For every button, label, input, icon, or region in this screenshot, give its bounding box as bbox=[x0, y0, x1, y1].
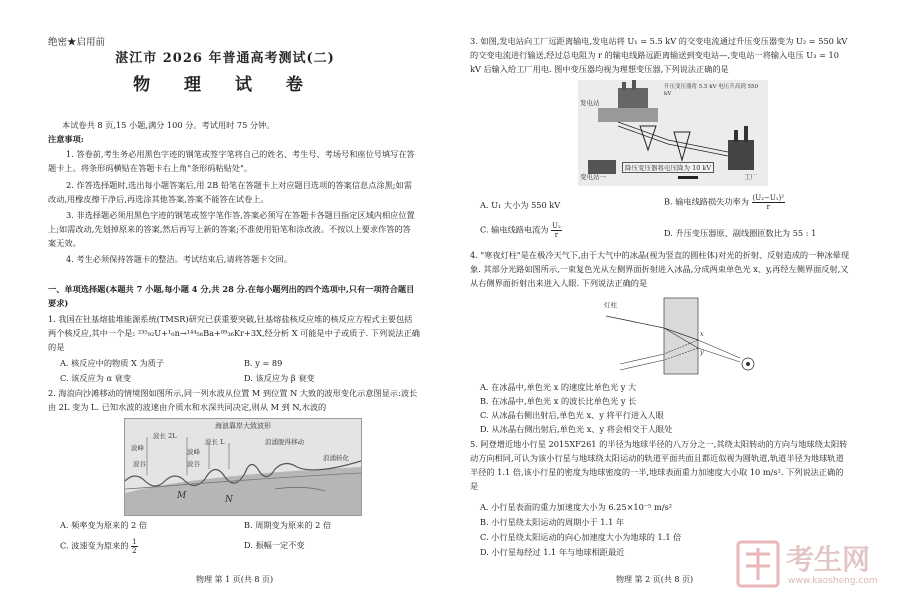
wave-label-trough-2: 波谷 bbox=[187, 460, 200, 468]
q5-stem: 5. 阿登增近地小行星 2015XF261 的半径为地球半径的八万分之一,其绕太阳转动的方向与地球绕太阳转动方向相同,可认为该小行星与地球绕太阳运动的轨道平面共面且都近似视为圆轨道,轨道半径为地球轨道半径的 1.1 倍,该小行星的密度为地球密度的一半,地球表面重力加速度大小取 10 m/s². 下列说法正确的是 bbox=[470, 439, 848, 491]
q4-option-a: A. 在冰晶中,单色光 x 的速度比单色光 y 大 bbox=[480, 382, 637, 392]
q5-option-b: B. 小行星绕太阳运动的周期小于 1.1 年 bbox=[480, 517, 625, 527]
exam-intro: 本试卷共 8 页,15 小题,满分 100 分。考试用时 75 分钟。 bbox=[62, 120, 275, 130]
label-step-up: 升压变压器将 5.5 kV 电压升高到 550 kV bbox=[664, 84, 759, 97]
page-1-footer: 物理 第 1 页(共 8 页) bbox=[196, 575, 274, 584]
note-1: 1. 答卷前,考生务必用黑色字迹的钢笔或签字笔将自己的姓名、考生号、考场号和座位号填写在答题卡上。将条形码横贴在答题卡右上角"条形码粘贴处"。 bbox=[48, 149, 415, 173]
note-3: 3. 非选择题必须用黑色字迹的钢笔或签字笔作答,答案必须写在答题卡各题目指定区域内相应位置上;如需改动,先划掉原来的答案,然后再写上新的答案;不准使用铅笔和涂改液。不按以上要求作答的答案无效。 bbox=[48, 210, 415, 248]
wave-label-n: N bbox=[225, 495, 233, 505]
label-factory: 工厂 bbox=[744, 173, 757, 181]
label-ray-y: y bbox=[700, 348, 704, 356]
section-heading: 一、单项选择题(本题共 7 小题,每小题 4 分,共 28 分.在每小题列出的四个选项中,只有一项符合题目要求) bbox=[48, 284, 415, 308]
page-2 bbox=[450, 0, 900, 598]
q1-option-a: A. 核反应中的物质 X 为质子 bbox=[60, 358, 165, 368]
wave-label-crest-1: 波峰 bbox=[131, 444, 144, 452]
page-2-footer: 物理 第 2 页(共 8 页) bbox=[616, 575, 694, 584]
q1-option-d: D. 该反应为 β 衰变 bbox=[244, 373, 315, 383]
q3-option-b-fraction: $\frac{\text{(U₂−U₁)²}}{r}$ bbox=[752, 194, 785, 211]
q3-stem: 3. 如图,发电站向工厂远距离输电,发电站将 U₁ = 5.5 kV 的交变电流通过升压变压器变为 U₂ = 550 kV 的交变电流进行输送,经过总电阻为 r 的输电线路远距离输送到变电站—,变电站一将输入电压 U₃ = 10 kV 后输入给工厂用电. 图中变压器均视为理想变压器,下列说法正确的是 bbox=[470, 36, 848, 74]
label-power-station: 发电站 bbox=[580, 99, 600, 107]
q4-option-b: B. 在冰晶中,单色光 x 的波长比单色光 y 长 bbox=[480, 396, 637, 406]
q3-option-c-fraction: $\frac{\text{U₂}}{r}$ bbox=[552, 222, 561, 239]
watermark-brand: 考生网 bbox=[786, 543, 871, 576]
exam-title: 湛江市 2026 年普通高考测试(二) bbox=[115, 51, 335, 66]
q3-option-c: C. 输电线路电流为 $\frac{\text{U₂}}{r}$ bbox=[480, 222, 561, 239]
subject-title: 物 理 试 卷 bbox=[133, 75, 317, 95]
q4-option-c: C. 从冰晶右侧出射后,单色光 x、y 将平行进入人眼 bbox=[480, 410, 664, 420]
label-step-down: 降压变压器将电压降为 10 kV bbox=[622, 162, 714, 173]
q5-option-d: D. 小行星每经过 1.1 年与地球相距最近 bbox=[480, 547, 625, 557]
label-substation: 变电站一 bbox=[580, 173, 606, 181]
power-figure bbox=[578, 80, 768, 186]
wave-label-m: M bbox=[177, 491, 187, 501]
q2-option-a: A. 频率变为原来的 2 倍 bbox=[60, 520, 148, 530]
q1-option-c: C. 该反应为 α 衰变 bbox=[60, 373, 132, 383]
q2-stem: 2. 海浪向沙滩移动的情境图如图所示,同一列水波从位置 M 到位置 N 大致的波形变化示意图显示:波长由 2L 变为 L. 已知水波的波速由介质水和水深共同决定,则从 M 到 N,水波的 bbox=[48, 388, 418, 412]
q3-option-a: A. U₁ 大小为 550 kV bbox=[480, 200, 561, 210]
q3-option-b: B. 输电线路损失功率为 $\frac{\text{(U₂−U₁)²}}{r}$ bbox=[664, 194, 785, 211]
q2-option-d: D. 振幅一定不变 bbox=[244, 540, 305, 550]
q2-option-c-fraction: $\frac{1}{2}$ bbox=[132, 538, 137, 555]
wave-label-crest-2: 波峰 bbox=[187, 448, 200, 456]
wave-label-surge: 浪涌脱得移动 bbox=[265, 438, 304, 446]
q5-option-c: C. 小行星绕太阳运动的向心加速度大小为地球的 1.1 倍 bbox=[480, 532, 682, 542]
watermark-logo-icon bbox=[736, 538, 780, 590]
q1-stem: 1. 我国在钍基熔盐堆能源系统(TMSR)研究已获重要突破,钍基熔盐核反应堆的核反应方程式主要包括两个核反应,其中一个是: ²³⁵₉₂U+¹₀n→¹⁴⁴₅₆Ba+⁸⁹₃₆Kr+3X,经分析 X 可能是中子或质子. 下列说法正确的是 bbox=[48, 314, 420, 352]
wave-figure-title: 海浪靠岸大致波形 bbox=[215, 422, 271, 430]
watermark bbox=[736, 536, 886, 592]
q2-option-b: B. 周期变为原来的 2 倍 bbox=[244, 520, 332, 530]
q5-option-a: A. 小行星表面的重力加速度大小为 6.25×10⁻⁵ m/s² bbox=[480, 502, 673, 512]
note-2: 2. 作答选择题时,选出每小题答案后,用 2B 铅笔在答题卡上对应题目选项的答案信息点涂黑;如需改动,用橡皮擦干净后,再选涂其他答案,答案不能答在试卷上。 bbox=[48, 180, 412, 204]
q3-option-d: D. 升压变压器原、副线圈匝数比为 55 : 1 bbox=[664, 228, 817, 238]
label-lamp-post: 灯柱 bbox=[604, 301, 617, 309]
q4-stem: 4. "寒夜灯柱"是在极冷天气下,由于大气中的冰晶(视为竖直的圆柱体)对光的折射、反射造成的一种冰晕现象. 其部分光路如图所示,一束复色光从左侧界面折射进入冰晶,分成两束单色光 x、y,再经左侧界面反射,又从右侧界面折射出来进入人眼. 下列说法正确的是 bbox=[470, 250, 850, 288]
label-ray-x: x bbox=[700, 330, 704, 338]
watermark-url: www.kaosheng.com bbox=[788, 576, 878, 586]
note-4: 4. 考生必须保持答题卡的整洁。考试结束后,请将答题卡交回。 bbox=[66, 254, 292, 264]
notes-title: 注意事项: bbox=[48, 134, 84, 144]
wave-label-l: 波长 L bbox=[205, 438, 225, 446]
wave-label-2l: 波长 2L bbox=[153, 432, 177, 440]
q4-option-d: D. 从冰晶右侧出射后,单色光 x、y 将会相交于人眼处 bbox=[480, 424, 673, 434]
q1-option-b: B. y = 89 bbox=[244, 358, 283, 368]
wave-label-trough-1: 波谷 bbox=[133, 460, 146, 468]
wave-figure bbox=[124, 418, 362, 516]
ice-crystal-diagram bbox=[600, 294, 760, 378]
wave-label-transform: 浪涌转化 bbox=[323, 454, 349, 462]
secret-mark: 绝密★启用前 bbox=[48, 37, 106, 48]
q2-option-c: C. 波速变为原来的 $\frac{1}{2}$ bbox=[60, 538, 137, 555]
ice-crystal-figure bbox=[600, 294, 760, 378]
